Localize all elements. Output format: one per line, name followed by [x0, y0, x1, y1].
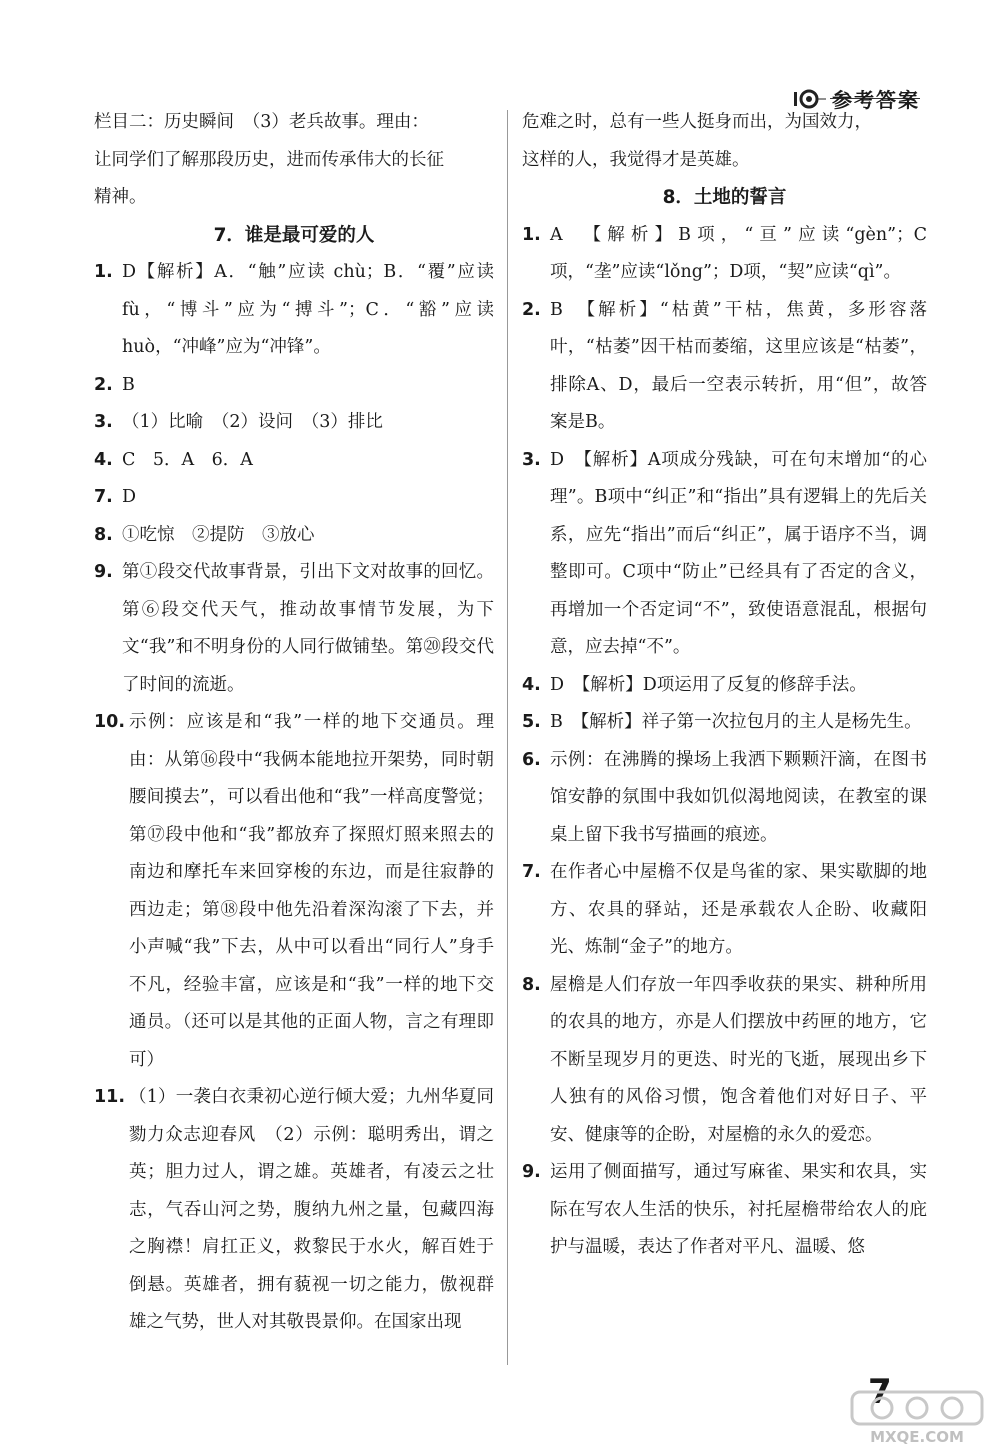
- answer-item: [94, 704, 494, 1079]
- answer-number: 5.: [522, 712, 541, 732]
- answer-number: 1.: [94, 262, 113, 282]
- answer-text: 第①段交代故事背景，引出下文对故事的回忆。第⑥段交代天气，推动故事情节发展，为下文“我”和不明身份的人同行做铺垫。第⑳段交代了时间的流逝。: [122, 562, 494, 695]
- answer-item: [522, 742, 927, 855]
- watermark-text: MXQE.COM: [870, 1428, 964, 1446]
- intro-line: 让同学们了解那段历史，进而传承伟大的长征: [94, 149, 444, 170]
- answer-item: [94, 554, 494, 704]
- answer-item: [94, 442, 494, 480]
- answer-text: 屋檐是人们存放一年四季收获的果实、耕种所用的农具的地方，亦是人们摆放中药匣的地方，它不断呈现岁月的更迭、时光的飞逝，展现出乡下人独有的风俗习惯，饱含着他们对好日子、平安、健康等的企盼，对屋檐的永久的爱恋。: [550, 974, 927, 1145]
- intro-line: 栏目二：历史瞬间 （3）老兵故事。理由：: [94, 112, 429, 132]
- answer-text: D 【解析】A项成分残缺，可在句末增加“的心理”。B项中“纠正”和“指出”具有逻辑上的先后关系，应先“指出”而后“纠正”，属于语序不当，调整即可。C项中“防止”已经具有了否定的含义，再增加一个否定词“不”，致使语意混乱，根据句意，应去掉“不”。: [550, 449, 927, 657]
- column-divider: [507, 110, 508, 1365]
- answer-number: 7.: [94, 487, 113, 507]
- answer-text: B 【解析】祥子第一次拉包月的主人是杨先生。: [550, 712, 922, 732]
- answer-item: [94, 367, 494, 405]
- answer-text: 示例：在沸腾的操场上我洒下颗颗汗滴，在图书馆安静的氛围中我如饥似渴地阅读，在教室的课桌上留下我书写描画的痕迹。: [550, 749, 927, 845]
- answer-text: （1）一袭白衣秉初心逆行倾大爱；九州华夏同勠力众志迎春风 （2）示例：聪明秀出，谓之英；胆力过人，谓之雄。英雄者，有凌云之壮志，气吞山河之势，腹纳九州之量，包藏四海之胸襟！肩扛正义，救黎民于水火，解百姓于倒悬。英雄者，拥有藐视一切之能力，傲视群雄之气势，世人对其敬畏景仰。在国家出现: [129, 1087, 494, 1332]
- answer-item: [522, 217, 927, 292]
- answer-text: ①吃惊 ②提防 ③放心: [122, 524, 315, 545]
- answer-text: D【解析】A．“触”应读 chù；B．“覆”应读 fù，“博斗”应为“搏斗”；C．“豁”应读 huò，“冲峰”应为“冲锋”。: [122, 262, 494, 357]
- answer-number: 4.: [522, 674, 541, 695]
- answer-item: [522, 442, 927, 667]
- answer-number: 4.: [94, 449, 113, 470]
- answer-item: [522, 967, 927, 1155]
- answer-text: D: [122, 487, 137, 507]
- answer-item: [522, 854, 927, 967]
- right-column: [522, 104, 927, 1267]
- answer-item: [522, 667, 927, 705]
- answer-item: [522, 1154, 927, 1267]
- answer-item: [94, 517, 494, 555]
- intro-line: 危难之时，总有一些人挺身而出，为国效力，: [522, 112, 872, 132]
- answer-text: A 【解析】B项，“亘”应读“gèn”；C项，“垄”应读“lǒng”；D项，“契”应读“qì”。: [550, 224, 927, 282]
- answer-number: 1.: [522, 224, 541, 245]
- answer-item: [94, 1079, 494, 1342]
- answer-text: 运用了侧面描写，通过写麻雀、果实和农具，实际在写农人生活的快乐，衬托屋檐带给农人的庇护与温暖，表达了作者对平凡、温暖、悠: [550, 1162, 927, 1257]
- answer-item: [94, 404, 494, 442]
- answer-text: C 5．A 6．A: [122, 449, 253, 470]
- section-title: 7．谁是最可爱的人: [213, 224, 375, 246]
- answer-text: B 【解析】“枯黄”干枯，焦黄，多形容落叶，“枯萎”因干枯而萎缩，这里应该是“枯萎”，排除A、D，最后一空表示转折，用“但”，故答案是B。: [550, 299, 927, 432]
- answer-text: 示例：应该是和“我”一样的地下交通员。理由：从第⑯段中“我俩本能地拉开架势，同时朝腰间摸去”，可以看出他和“我”一样高度警觉；第⑰段中他和“我”都放弃了探照灯照来照去的南边和摩托车来回穿梭的东边，而是往寂静的西边走；第⑱段中他先沿着深沟滚了下去，并小声喊“我”下去，从中可以看出“同行人”身手不凡，经验丰富，应该是和“我”一样的地下交通员。（还可以是其他的正面人物，言之有理即可）: [129, 712, 494, 1070]
- answer-text: D 【解析】D项运用了反复的修辞手法。: [550, 674, 867, 695]
- answer-number: 7.: [522, 862, 541, 882]
- answer-text: （1）比喻 （2）设问 （3）排比: [122, 412, 383, 432]
- answer-number: 2.: [522, 299, 541, 320]
- answer-item: [94, 254, 494, 367]
- answer-number: 8.: [522, 974, 541, 995]
- section-title: 8．土地的誓言: [662, 187, 787, 208]
- answer-item: [94, 479, 494, 517]
- intro-line: 这样的人，我觉得才是英雄。: [522, 149, 750, 170]
- answer-number: 6.: [522, 749, 541, 770]
- watermark-logo: [842, 1390, 992, 1446]
- answer-number: 2.: [94, 374, 113, 395]
- page-number: 7: [868, 1372, 892, 1412]
- intro-line: 精神。: [94, 187, 147, 207]
- answer-number: 8.: [94, 524, 113, 545]
- answer-number: 9.: [522, 1162, 541, 1182]
- answer-number: 11.: [94, 1087, 126, 1107]
- answer-text: B: [122, 374, 135, 395]
- header-title: 参考答案: [832, 88, 920, 112]
- answer-number: 3.: [522, 449, 541, 470]
- answer-number: 9.: [94, 562, 113, 582]
- answer-text: 在作者心中屋檐不仅是鸟雀的家、果实歇脚的地方、农具的驿站，还是承载农人企盼、收藏阳光、炼制“金子”的地方。: [550, 862, 927, 957]
- answer-number: 10.: [94, 712, 126, 732]
- answer-item: [522, 292, 927, 442]
- answer-item: [522, 704, 927, 742]
- answer-number: 3.: [94, 412, 113, 432]
- left-column: [94, 104, 494, 1342]
